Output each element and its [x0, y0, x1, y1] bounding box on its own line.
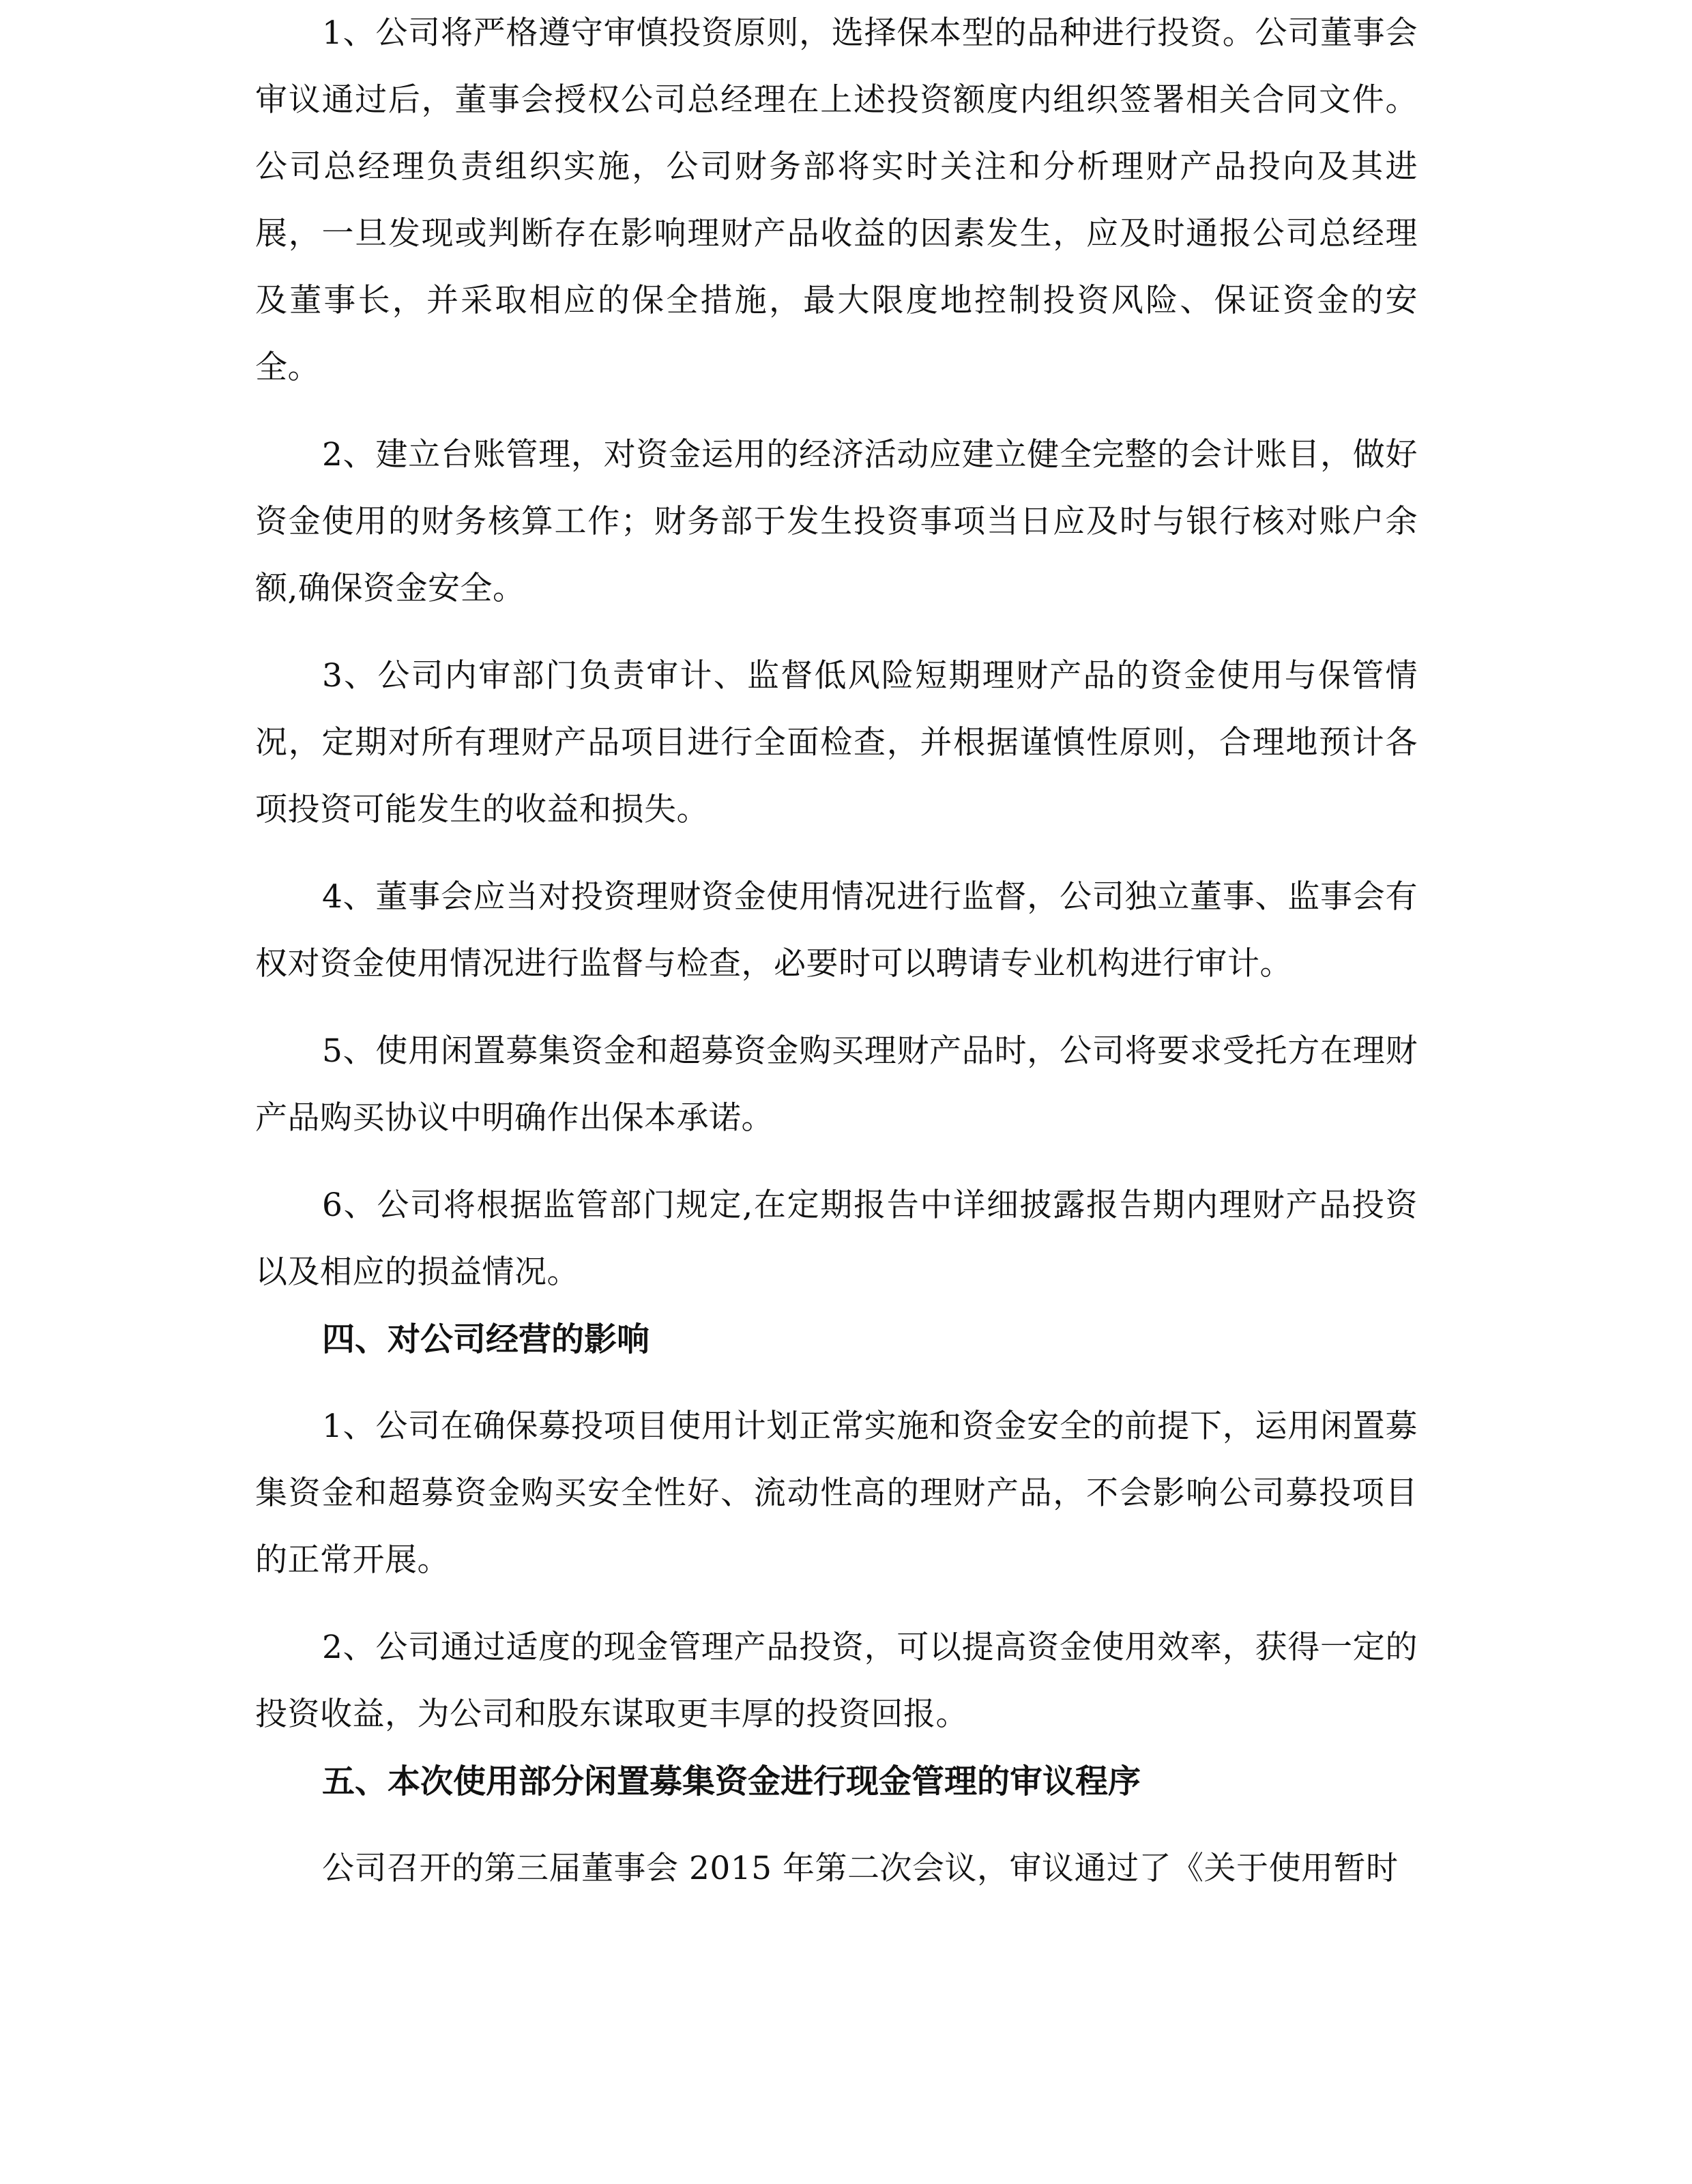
paragraph-3-3: 3、公司内审部门负责审计、监督低风险短期理财产品的资金使用与保管情况，定期对所有理财产品项目进行全面检查，并根据谨慎性原则，合理地预计各项投资可能发生的收益和损失。 [255, 657, 1418, 828]
document-page [255, 0, 1418, 1902]
paragraph-3-4: 4、董事会应当对投资理财资金使用情况进行监督，公司独立董事、监事会有权对资金使用情况进行监督与检查，必要时可以聘请专业机构进行审计。 [255, 878, 1418, 982]
paragraph-3-1: 1、公司将严格遵守审慎投资原则，选择保本型的品种进行投资。公司董事会审议通过后，董事会授权公司总经理在上述投资额度内组织签署相关合同文件。公司总经理负责组织实施，公司财务部将实时关注和分析理财产品投向及其进展，一旦发现或判断存在影响理财产品收益的因素发生，应及时通报公司总经理及董事长，并采取相应的保全措施，最大限度地控制投资风险、保证资金的安全。 [255, 14, 1418, 386]
paragraph-3-5: 5、使用闲置募集资金和超募资金购买理财产品时，公司将要求受托方在理财产品购买协议中明确作出保本承诺。 [255, 1032, 1418, 1137]
section-4-heading: 四、对公司经营的影响 [322, 1320, 650, 1358]
paragraph-5-1: 公司召开的第三届董事会 2015 年第二次会议，审议通过了《关于使用暂时 [322, 1850, 1399, 1887]
paragraph-3-2: 2、建立台账管理，对资金运用的经济活动应建立健全完整的会计账目，做好资金使用的财务核算工作；财务部于发生投资事项当日应及时与银行核对账户余额,确保资金安全。 [255, 436, 1418, 607]
paragraph-3-6: 6、公司将根据监管部门规定,在定期报告中详细披露报告期内理财产品投资以及相应的损益情况。 [255, 1186, 1418, 1291]
paragraph-4-1: 1、公司在确保募投项目使用计划正常实施和资金安全的前提下，运用闲置募集资金和超募资金购买安全性好、流动性高的理财产品，不会影响公司募投项目的正常开展。 [255, 1408, 1418, 1579]
paragraph-4-2: 2、公司通过适度的现金管理产品投资，可以提高资金使用效率，获得一定的投资收益，为公司和股东谋取更丰厚的投资回报。 [255, 1629, 1418, 1733]
section-5-heading: 五、本次使用部分闲置募集资金进行现金管理的审议程序 [322, 1762, 1141, 1801]
